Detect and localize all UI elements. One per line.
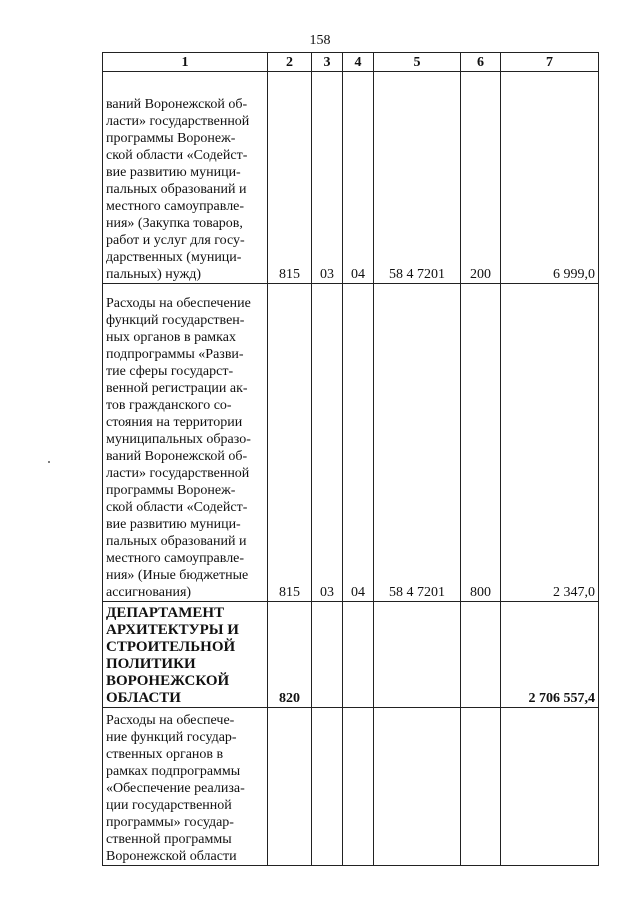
column-header-3: 3 — [312, 53, 343, 72]
column-header-5: 5 — [374, 53, 461, 72]
row-section-code: 03 — [312, 284, 343, 602]
row-target-article: 58 4 7201 — [374, 284, 461, 602]
column-header-4: 4 — [343, 53, 374, 72]
row-expense-type — [461, 708, 501, 866]
row-amount: 2 347,0 — [501, 284, 599, 602]
row-ministry-code: 815 — [268, 284, 312, 602]
row-section-code: 03 — [312, 72, 343, 284]
header-row — [103, 53, 599, 72]
budget-table — [102, 52, 599, 866]
row-ministry-code: 815 — [268, 72, 312, 284]
row-amount — [501, 708, 599, 866]
row-description: Расходы на обеспечение функций государствен- ных органов в рамках подпрограммы «Разви- тие сферы государст- венной регистрации ак- тов гражданского со- стояния на территории муниципальных образо- ваний Воронежской об- ласти» государственной программы Воронеж- ской области «Содейст- вие развитию муници- пальных образований и местного самоуправле- ния» (Иные бюджетные ассигнования) — [103, 284, 268, 602]
department-code: 820 — [268, 602, 312, 708]
table-row — [103, 708, 599, 866]
column-header-2: 2 — [268, 53, 312, 72]
row-ministry-code — [268, 708, 312, 866]
department-name: ДЕПАРТАМЕНТ АРХИТЕКТУРЫ И СТРОИТЕЛЬНОЙ ПОЛИТИКИ ВОРОНЕЖСКОЙ ОБЛАСТИ — [103, 602, 268, 708]
row-target-article — [374, 708, 461, 866]
row-subsection-code — [343, 708, 374, 866]
row-section-code — [312, 708, 343, 866]
row-subsection-code: 04 — [343, 284, 374, 602]
page-number: 158 — [309, 33, 331, 48]
table-row — [103, 72, 599, 284]
row-target-article: 58 4 7201 — [374, 72, 461, 284]
column-header-7: 7 — [501, 53, 599, 72]
row-description: ваний Воронежской об- ласти» государственной программы Воронеж- ской области «Содейст- вие развитию муници- пальных образований и местного самоуправле- ния» (Закупка товаров, работ и услуг для госу- дарственных (муници- пальных) нужд) — [103, 72, 268, 284]
row-expense-type — [461, 602, 501, 708]
row-subsection-code: 04 — [343, 72, 374, 284]
row-expense-type: 200 — [461, 72, 501, 284]
table-row — [103, 284, 599, 602]
row-section-code — [312, 602, 343, 708]
row-subsection-code — [343, 602, 374, 708]
column-header-1: 1 — [103, 53, 268, 72]
row-description: Расходы на обеспече- ние функций государ- ственных органов в рамках подпрограммы «Обеспечение реализа- ции государственной программы» государ- ственной программы Воронежской области — [103, 708, 268, 866]
row-target-article — [374, 602, 461, 708]
department-total: 2 706 557,4 — [501, 602, 599, 708]
department-row — [103, 602, 599, 708]
row-expense-type: 800 — [461, 284, 501, 602]
scan-speck — [48, 461, 50, 463]
column-header-6: 6 — [461, 53, 501, 72]
row-amount: 6 999,0 — [501, 72, 599, 284]
